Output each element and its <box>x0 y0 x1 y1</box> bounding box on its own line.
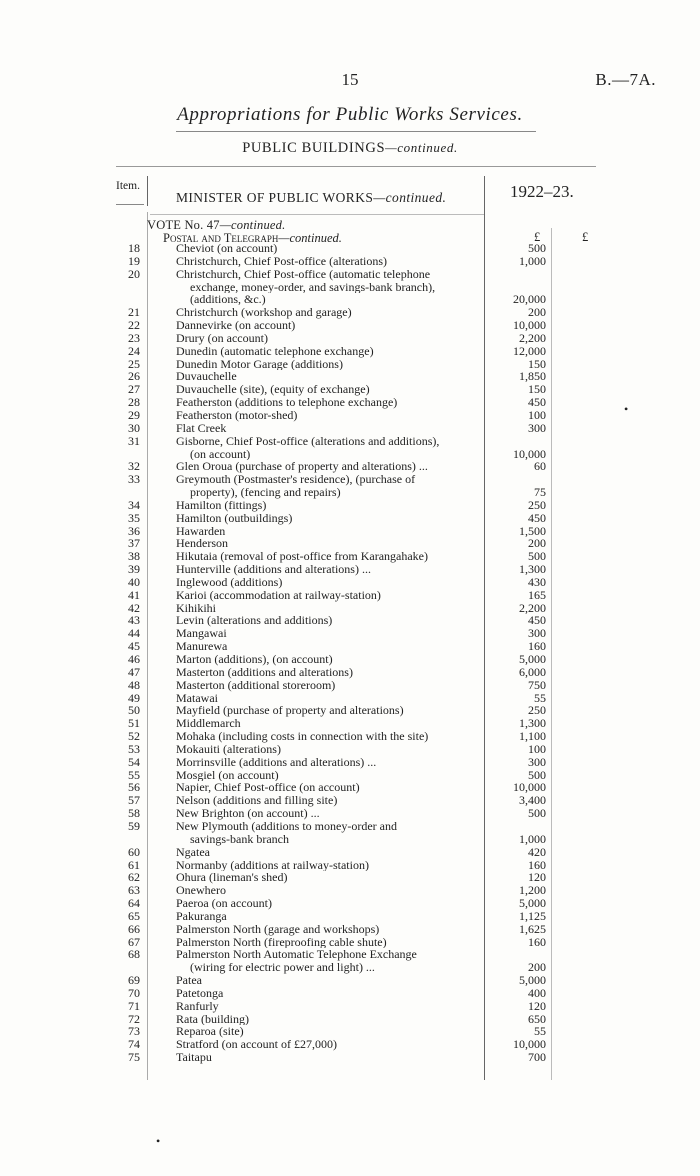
table-row <box>0 974 700 987</box>
item-description: Ohura (lineman's shed) <box>176 871 288 885</box>
item-number: 71 <box>128 998 140 1013</box>
item-number: 27 <box>128 382 140 397</box>
item-description: Patetonga <box>176 986 224 1000</box>
item-amount: 75 <box>534 485 546 500</box>
table-row <box>0 859 700 872</box>
item-amount: 250 <box>528 703 546 718</box>
item-amount: 2,200 <box>519 600 546 615</box>
item-amount: 55 <box>534 690 546 705</box>
item-amount: 1,500 <box>519 523 546 538</box>
item-description: Onewhero <box>176 884 226 898</box>
table-row <box>0 987 700 1000</box>
table-row-continuation <box>0 833 700 846</box>
item-description: Masterton (additions and alterations) <box>176 665 353 679</box>
table-row <box>0 1025 700 1038</box>
section-heading <box>0 140 700 157</box>
table-row <box>0 717 700 730</box>
table-row <box>0 525 700 538</box>
item-description: Christchurch, Chief Post-office (alterations) <box>176 254 388 268</box>
item-description: Ngatea <box>176 845 210 859</box>
item-description: Ranfurly <box>176 999 219 1013</box>
currency-symbol-left: £ <box>534 230 541 244</box>
item-number: 29 <box>128 407 140 422</box>
item-amount: 3,400 <box>519 793 546 808</box>
item-amount: 6,000 <box>519 664 546 679</box>
item-amount: 1,100 <box>519 729 546 744</box>
item-number: 44 <box>128 626 140 641</box>
item-number: 34 <box>128 497 140 512</box>
item-number: 66 <box>128 921 140 936</box>
item-description: Pakuranga <box>176 909 227 923</box>
item-amount: 250 <box>528 497 546 512</box>
table-row <box>0 422 700 435</box>
item-amount: 500 <box>528 549 546 564</box>
table-row <box>0 910 700 923</box>
item-amount: 10,000 <box>513 1037 546 1052</box>
item-amount: 200 <box>528 536 546 551</box>
table-row <box>0 846 700 859</box>
item-description: Taitapu <box>176 1051 212 1064</box>
item-number: 28 <box>128 395 140 410</box>
table-row <box>0 332 700 345</box>
item-number: 67 <box>128 934 140 949</box>
table-row-continuation <box>0 961 700 974</box>
item-description: Christchurch (workshop and garage) <box>176 306 352 320</box>
item-description: Normanby (additions at railway-station) <box>176 858 369 872</box>
item-description: Duvauchelle (site), (equity of exchange) <box>176 383 370 397</box>
item-amount: 650 <box>528 1011 546 1026</box>
item-description: Inglewood (additions) <box>176 575 283 589</box>
item-number: 18 <box>128 241 140 255</box>
item-number: 51 <box>128 716 140 731</box>
table-row <box>0 884 700 897</box>
item-description: Rata (building) <box>176 1012 249 1026</box>
section-heading-suffix: —continued. <box>385 140 458 155</box>
vote-heading-main: VOTE No. 47 <box>147 218 220 232</box>
item-number: 37 <box>128 536 140 551</box>
item-description: Mosgiel (on account) <box>176 768 279 782</box>
item-header-rule <box>116 204 144 205</box>
item-amount: 300 <box>528 420 546 435</box>
table-row <box>0 781 700 794</box>
item-description: Flat Creek <box>176 421 227 435</box>
item-amount: 5,000 <box>519 973 546 988</box>
item-amount: 160 <box>528 639 546 654</box>
item-number: 42 <box>128 600 140 615</box>
item-amount: 20,000 <box>513 292 546 307</box>
table-row <box>0 396 700 409</box>
table-row <box>0 589 700 602</box>
item-number: 22 <box>128 318 140 333</box>
item-amount: 100 <box>528 741 546 756</box>
ministry-heading-main: MINISTER OF PUBLIC WORKS <box>176 190 374 205</box>
page-mark: • <box>156 1134 161 1148</box>
table-row <box>0 383 700 396</box>
item-description: Mangawai <box>176 627 227 641</box>
item-number: 60 <box>128 844 140 859</box>
header-bottom-rule <box>150 214 484 215</box>
item-number: 31 <box>128 433 140 448</box>
item-number: 21 <box>128 305 140 320</box>
item-amount: 2,200 <box>519 330 546 345</box>
item-description: (additions, &c.) <box>190 293 266 307</box>
item-amount: 1,000 <box>519 253 546 268</box>
table-row <box>0 550 700 563</box>
item-number: 75 <box>128 1050 140 1065</box>
vote-heading-suffix: —continued. <box>219 218 286 232</box>
item-number: 32 <box>128 459 140 474</box>
item-description: Greymouth (Postmaster's residence), (purchase of <box>176 473 416 487</box>
table-row <box>0 1038 700 1051</box>
table-row <box>0 499 700 512</box>
item-description: Hamilton (fittings) <box>176 498 267 512</box>
table-row <box>0 345 700 358</box>
item-amount: 55 <box>534 1024 546 1039</box>
item-amount: 1,850 <box>519 369 546 384</box>
item-column-rule <box>147 176 148 206</box>
item-description: Palmerston North (garage and workshops) <box>176 922 380 936</box>
table-row <box>0 692 700 705</box>
item-number: 74 <box>128 1037 140 1052</box>
item-description: Hikutaia (removal of post-office from Karangahake) <box>176 550 429 564</box>
item-description: Hawarden <box>176 524 226 538</box>
item-description: Mayfield (purchase of property and alterations) <box>176 704 404 718</box>
item-amount: 1,300 <box>519 716 546 731</box>
item-amount: 450 <box>528 510 546 525</box>
item-description: Dunedin Motor Garage (additions) <box>176 357 343 371</box>
item-amount: 10,000 <box>513 446 546 461</box>
item-column-header: Item. <box>116 180 140 192</box>
table-top-rule <box>116 166 596 167</box>
table-row <box>0 512 700 525</box>
table-row <box>0 704 700 717</box>
table-row <box>0 1051 700 1064</box>
table-row <box>0 820 700 833</box>
item-number: 55 <box>128 767 140 782</box>
table-row <box>0 358 700 371</box>
item-amount: 420 <box>528 844 546 859</box>
item-amount: 10,000 <box>513 318 546 333</box>
item-amount: 300 <box>528 754 546 769</box>
table-row <box>0 370 700 383</box>
table-row <box>0 679 700 692</box>
item-amount: 120 <box>528 998 546 1013</box>
page-number: 15 <box>341 70 359 89</box>
table-row <box>0 743 700 756</box>
item-amount: 500 <box>528 806 546 821</box>
document-title: Appropriations for Public Works Services. <box>177 104 523 125</box>
item-amount: 120 <box>528 870 546 885</box>
table-row <box>0 460 700 473</box>
section-heading-main: PUBLIC BUILDINGS <box>242 140 386 156</box>
item-number: 45 <box>128 639 140 654</box>
item-number: 56 <box>128 780 140 795</box>
item-description: Levin (alterations and additions) <box>176 614 333 628</box>
item-amount: 450 <box>528 395 546 410</box>
item-amount: 300 <box>528 626 546 641</box>
item-number: 25 <box>128 356 140 371</box>
table-row <box>0 923 700 936</box>
item-amount: 150 <box>528 356 546 371</box>
table-row <box>0 576 700 589</box>
item-description: Palmerston North Automatic Telephone Exchange <box>176 948 417 962</box>
item-number: 61 <box>128 857 140 872</box>
item-number: 26 <box>128 369 140 384</box>
table-row <box>0 948 700 961</box>
item-description: Duvauchelle <box>176 370 237 384</box>
item-description: Featherston (additions to telephone exchange) <box>176 396 398 409</box>
item-description: Masterton (additional storeroom) <box>176 678 336 692</box>
item-description: Manurewa <box>176 640 228 653</box>
item-amount: 430 <box>528 574 546 589</box>
item-amount: 160 <box>528 934 546 949</box>
item-description: Christchurch, Chief Post-office (automatic telephone <box>176 267 431 281</box>
table-row-continuation <box>0 293 700 306</box>
item-amount: 60 <box>534 459 546 474</box>
item-amount: 1,125 <box>519 908 546 923</box>
item-description: Cheviot (on account) <box>176 242 278 255</box>
table-row <box>0 794 700 807</box>
item-number: 43 <box>128 613 140 628</box>
item-number: 41 <box>128 587 140 602</box>
item-number: 39 <box>128 562 140 577</box>
ministry-heading <box>176 190 446 206</box>
vote-subheading-suffix: —continued. <box>278 231 342 245</box>
table-row <box>0 627 700 640</box>
item-number: 35 <box>128 510 140 525</box>
table-row <box>0 255 700 268</box>
item-number: 59 <box>128 818 140 833</box>
table-row <box>0 807 700 820</box>
item-amount: 400 <box>528 985 546 1000</box>
item-number: 33 <box>128 472 140 487</box>
item-description: Middlemarch <box>176 717 241 731</box>
item-description: Mohaka (including costs in connection with the site) <box>176 730 429 743</box>
item-number: 38 <box>128 549 140 564</box>
item-amount: 150 <box>528 382 546 397</box>
table-row <box>0 666 700 679</box>
item-number: 24 <box>128 343 140 358</box>
item-description: Nelson (additions and filling site) <box>176 794 338 808</box>
item-number: 72 <box>128 1011 140 1026</box>
item-number: 48 <box>128 677 140 692</box>
item-amount: 500 <box>528 767 546 782</box>
year-column-header: 1922–23. <box>510 182 574 201</box>
item-amount: 1,200 <box>519 883 546 898</box>
item-number: 58 <box>128 806 140 821</box>
vote-subheading-main: Postal and Telegraph <box>163 231 279 245</box>
table-row <box>0 435 700 448</box>
item-number: 23 <box>128 330 140 345</box>
item-description: Morrinsville (additions and alterations) ... <box>176 755 377 769</box>
table-row <box>0 563 700 576</box>
item-amount: 1,000 <box>519 831 546 846</box>
table-row-continuation <box>0 448 700 461</box>
item-description: Hamilton (outbuildings) <box>176 511 293 525</box>
appropriation-table <box>0 242 700 1064</box>
item-description: Karioi (accommodation at railway-station) <box>176 588 381 602</box>
item-description: (wiring for electric power and light) ... <box>190 961 375 975</box>
table-row <box>0 756 700 769</box>
item-number: 50 <box>128 703 140 718</box>
item-description: Patea <box>176 974 202 987</box>
table-row <box>0 537 700 550</box>
item-number: 57 <box>128 793 140 808</box>
item-amount: 1,625 <box>519 921 546 936</box>
item-description: Dunedin (automatic telephone exchange) <box>176 344 374 358</box>
table-row <box>0 473 700 486</box>
ministry-heading-suffix: —continued. <box>373 190 447 205</box>
margin-mark: • <box>624 402 629 416</box>
item-description: Dannevirke (on account) <box>176 319 296 332</box>
table-row <box>0 871 700 884</box>
item-amount: 5,000 <box>519 896 546 911</box>
table-row <box>0 1013 700 1026</box>
item-number: 20 <box>128 266 140 281</box>
table-row <box>0 769 700 782</box>
table-row <box>0 602 700 615</box>
item-amount: 160 <box>528 857 546 872</box>
item-amount: 165 <box>528 587 546 602</box>
item-description: Glen Oroua (purchase of property and alterations) ... <box>176 460 428 474</box>
item-description: Kihikihi <box>176 601 217 615</box>
item-description: Featherston (motor-shed) <box>176 408 298 422</box>
item-description: (on account) <box>190 447 251 461</box>
item-number: 64 <box>128 896 140 911</box>
item-number: 68 <box>128 947 140 962</box>
item-description: New Brighton (on account) ... <box>176 807 320 820</box>
item-description: Hunterville (additions and alterations) ... <box>176 563 371 576</box>
item-description: New Plymouth (additions to money-order and <box>176 819 397 833</box>
table-row <box>0 653 700 666</box>
title-rule <box>176 131 536 132</box>
table-row <box>0 409 700 422</box>
item-number: 53 <box>128 741 140 756</box>
item-description: Gisborne, Chief Post-office (alterations and additions), <box>176 434 440 448</box>
table-row <box>0 319 700 332</box>
item-number: 40 <box>128 574 140 589</box>
item-description: Henderson <box>176 537 228 551</box>
item-number: 49 <box>128 690 140 705</box>
item-number: 19 <box>128 253 140 268</box>
table-row-continuation <box>0 281 700 294</box>
item-description: Stratford (on account of £27,000) <box>176 1038 337 1052</box>
table-row-continuation <box>0 486 700 499</box>
item-amount: 200 <box>528 960 546 975</box>
item-description: Palmerston North (fireproofing cable shute) <box>176 935 387 949</box>
item-number: 30 <box>128 420 140 435</box>
table-row <box>0 268 700 281</box>
item-number: 36 <box>128 523 140 538</box>
currency-symbol-right: £ <box>582 230 589 244</box>
table-row <box>0 640 700 653</box>
table-row <box>0 897 700 910</box>
table-row <box>0 936 700 949</box>
table-row <box>0 306 700 319</box>
item-amount: 500 <box>528 241 546 255</box>
item-number: 52 <box>128 729 140 744</box>
item-amount: 100 <box>528 407 546 422</box>
item-amount: 450 <box>528 613 546 628</box>
item-number: 46 <box>128 652 140 666</box>
item-number: 73 <box>128 1024 140 1039</box>
table-row <box>0 1000 700 1013</box>
document-reference: B.—7A. <box>595 70 656 89</box>
item-description: Drury (on account) <box>176 331 268 345</box>
item-amount: 200 <box>528 305 546 320</box>
item-number: 54 <box>128 754 140 769</box>
item-number: 47 <box>128 664 140 679</box>
table-row <box>0 730 700 743</box>
item-number: 69 <box>128 973 140 988</box>
item-description: Reparoa (site) <box>176 1025 244 1039</box>
item-description: exchange, money-order, and savings-bank branch), <box>190 280 436 294</box>
item-amount: 750 <box>528 677 546 692</box>
item-description: Matawai <box>176 691 218 705</box>
table-row <box>0 242 700 255</box>
item-description: Napier, Chief Post-office (on account) <box>176 781 360 795</box>
item-number: 70 <box>128 985 140 1000</box>
item-amount: 700 <box>528 1050 546 1065</box>
item-amount: 1,300 <box>519 562 546 577</box>
item-description: Mokauiti (alterations) <box>176 742 281 756</box>
item-amount: 10,000 <box>513 780 546 795</box>
item-amount: 12,000 <box>513 343 546 358</box>
item-number: 63 <box>128 883 140 898</box>
table-row <box>0 614 700 627</box>
item-description: savings-bank branch <box>190 832 289 846</box>
item-number: 62 <box>128 870 140 885</box>
item-amount: 5,000 <box>519 652 546 666</box>
item-description: Marton (additions), (on account) <box>176 653 333 666</box>
item-number: 65 <box>128 908 140 923</box>
item-description: property), (fencing and repairs) <box>190 486 341 499</box>
item-description: Paeroa (on account) <box>176 897 272 910</box>
